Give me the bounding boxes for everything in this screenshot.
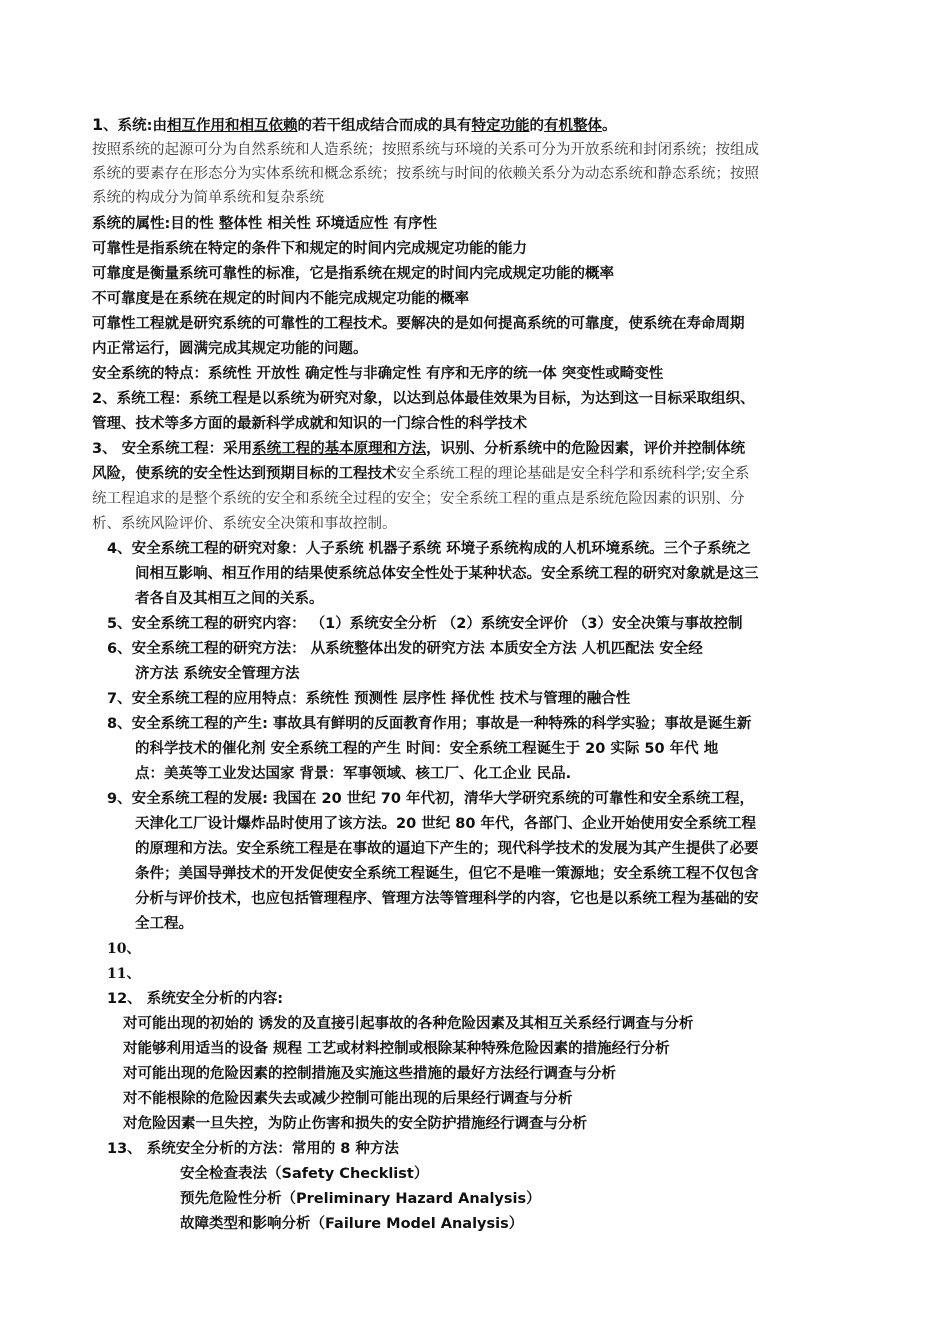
unreliability-definition: 不可靠度是在系统在规定的时间内不能完成规定功能的概率 bbox=[92, 291, 469, 307]
section-9-line: 9、安全系统工程的发展: 我国在 20 世纪 70 年代初，清华大学研究系统的可靠性和安全系统工程， bbox=[107, 791, 754, 807]
section-9-line: 分析与评价技术，也应包括管理程序、管理方法等管理科学的内容，它也是以系统工程为基础的安 bbox=[135, 891, 759, 907]
section-9-line: 天津化工厂设计爆炸品时使用了该方法。20 世纪 80 年代，各部门、企业开始使用安全系统工程 bbox=[135, 816, 756, 832]
section-12-item: 对可能出现的危险因素的控制措施及实施这些措施的最好方法经行调查与分析 bbox=[123, 1066, 616, 1082]
system-attributes: 系统的属性:目的性 整体性 相关性 环境适应性 有序性 bbox=[92, 216, 437, 232]
section-13-method: 故障类型和影响分析（Failure Model Analysis） bbox=[180, 1216, 524, 1232]
classify-line: 系统的要素存在形态分为实体系统和概念系统；按系统与时间的依赖关系分为动态系统和静态系统；按照 bbox=[92, 166, 759, 182]
section-9-line: 条件；美国导弹技术的开发促使安全系统工程诞生，但它不是唯一策源地；安全系统工程不仅包含 bbox=[135, 866, 759, 882]
section-10-heading: 10、 bbox=[107, 941, 141, 957]
section-7-line: 7、安全系统工程的应用特点：系统性 预测性 层序性 择优性 技术与管理的融合性 bbox=[107, 691, 631, 707]
section-3-line: 风险，使系统的安全性达到预期目标的工程技术安全系统工程的理论基础是安全科学和系统科学;安全系 bbox=[92, 466, 750, 482]
section-12-item: 对可能出现的初始的 诱发的及直接引起事故的各种危险因素及其相互关系经行调查与分析 bbox=[123, 1016, 694, 1032]
classify-line: 按照系统的起源可分为自然系统和人造系统；按照系统与环境的关系可分为开放系统和封闭系统；按组成 bbox=[92, 142, 759, 158]
safety-system-features: 安全系统的特点：系统性 开放性 确定性与非确定性 有序和无序的统一体 突变性或畸变性 bbox=[92, 366, 664, 382]
section-6-line: 6、安全系统工程的研究方法： 从系统整体出发的研究方法 本质安全方法 人机匹配法 安全经 bbox=[107, 641, 703, 657]
section-9-line: 的原理和方法。安全系统工程是在事故的逼迫下产生的；现代科学技术的发展为其产生提供了必要 bbox=[135, 841, 759, 857]
reliability-definition: 可靠性是指系统在特定的条件下和规定的时间内完成规定功能的能力 bbox=[92, 241, 527, 257]
section-13-heading: 13、 系统安全分析的方法：常用的 8 种方法 bbox=[107, 1141, 399, 1157]
section-13-method: 安全检查表法（Safety Checklist） bbox=[180, 1166, 429, 1182]
reliability-engineering-line: 内正常运行，圆满完成其规定功能的问题。 bbox=[92, 341, 368, 357]
section-12-item: 对不能根除的危险因素失去或减少控制可能出现的后果经行调查与分析 bbox=[123, 1091, 573, 1107]
section-13-method: 预先危险性分析（Preliminary Hazard Analysis） bbox=[180, 1191, 541, 1207]
section-3-line: 析、系统风险评价、系统安全决策和事故控制。 bbox=[92, 516, 397, 532]
section-4-line: 者各自及其相互之间的关系。 bbox=[135, 591, 324, 607]
section-3-line: 3、 安全系统工程：采用系统工程的基本原理和方法，识别、分析系统中的危险因素，评价并控制体统 bbox=[92, 441, 746, 457]
reliability-degree-definition: 可靠度是衡量系统可靠性的标准，它是指系统在规定的时间内完成规定功能的概率 bbox=[92, 266, 614, 282]
section-8-line: 8、安全系统工程的产生: 事故具有鲜明的反面教育作用；事故是一种特殊的科学实验；事故是诞生新 bbox=[107, 716, 752, 732]
classify-line: 系统的构成分为简单系统和复杂系统 bbox=[92, 190, 324, 206]
section-3-line: 统工程追求的是整个系统的安全和系统全过程的安全；安全系统工程的重点是系统危险因素的识别、分 bbox=[92, 491, 745, 507]
section-4-line: 间相互影响、相互作用的结果使系统总体安全性处于某种状态。安全系统工程的研究对象就是这三 bbox=[135, 566, 759, 582]
section-4-line: 4、安全系统工程的研究对象：人子系统 机器子系统 环境子系统构成的人机环境系统。三个子系统之 bbox=[107, 541, 751, 557]
section-9-line: 全工程。 bbox=[135, 916, 193, 932]
reliability-engineering-line: 可靠性工程就是研究系统的可靠性的工程技术。要解决的是如何提高系统的可靠度，使系统在寿命周期 bbox=[92, 316, 745, 332]
section-2-line: 管理、技术等多方面的最新科学成就和知识的一门综合性的科学技术 bbox=[92, 416, 527, 432]
section-5-line: 5、安全系统工程的研究内容： （1）系统安全分析 （2）系统安全评价 （3）安全决策与事故控制 bbox=[107, 616, 743, 632]
section-8-line: 的科学技术的催化剂 安全系统工程的产生 时间：安全系统工程诞生于 20 实际 50 年代 地 bbox=[135, 741, 719, 757]
section-6-line: 济方法 系统安全管理方法 bbox=[135, 666, 300, 682]
section-12-heading: 12、 系统安全分析的内容: bbox=[107, 991, 284, 1007]
section-12-item: 对危险因素一旦失控，为防止伤害和损失的安全防护措施经行调查与分析 bbox=[123, 1116, 587, 1132]
section-2-line: 2、系统工程：系统工程是以系统为研究对象，以达到总体最佳效果为目标，为达到这一目标采取组织、 bbox=[92, 391, 755, 407]
section-11-heading: 11、 bbox=[107, 966, 141, 982]
heading-1-system: 1、系统:由相互作用和相互依赖的若干组成结合而成的具有特定功能的有机整体。 bbox=[92, 115, 617, 134]
section-12-item: 对能够利用适当的设备 规程 工艺或材料控制或根除某种特殊危险因素的措施经行分析 bbox=[123, 1041, 670, 1057]
heading-number: 1 bbox=[92, 115, 104, 134]
section-8-line: 点：美英等工业发达国家 背景：军事领域、核工厂、化工企业 民品. bbox=[135, 766, 572, 782]
